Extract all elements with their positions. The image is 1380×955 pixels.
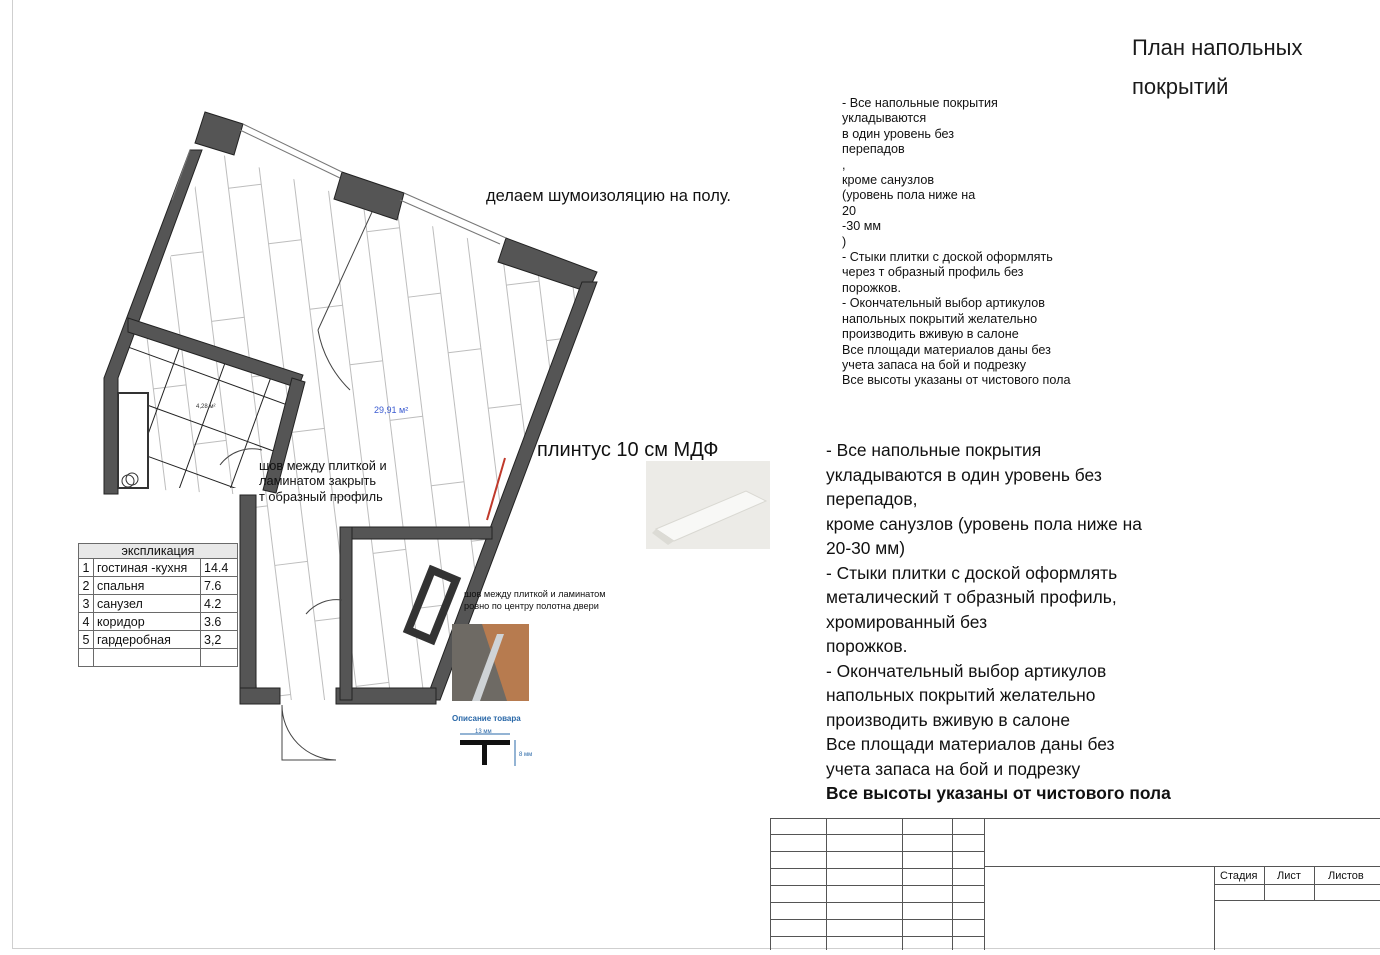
notes-small-line: через т образный профиль без xyxy=(842,265,1024,280)
notes-small-line: укладываются xyxy=(842,111,927,126)
table-row: 4 коридор 3.6 xyxy=(79,613,238,631)
notes-large-line: - Стыки плитки с доской оформлять xyxy=(826,562,1118,583)
notes-small-line: -30 мм xyxy=(842,219,882,234)
notes-small-line: , xyxy=(842,157,846,172)
plinth-label: плинтус 10 см МДФ xyxy=(537,439,719,461)
notes-large-line: укладываются в один уровень без xyxy=(826,464,1102,485)
notes-small-line: в один уровень без xyxy=(842,126,955,141)
notes-small-line: производить вживую в салоне xyxy=(842,327,1019,342)
notes-small-line: (уровень пола ниже на xyxy=(842,188,976,203)
soundproof-note: делаем шумоизоляцию на полу. xyxy=(486,187,732,205)
table-row: 3 санузел 4.2 xyxy=(79,595,238,613)
plinth-photo xyxy=(646,461,770,549)
notes-large-line: учета запаса на бой и подрезку xyxy=(826,758,1081,779)
page-title: План напольных покрытий xyxy=(1132,35,1303,99)
notes-large-bold: Все высоты указаны от чистового пола xyxy=(826,783,1171,803)
notes-large-line: кроме санузлов (уровень пола ниже на xyxy=(826,513,1142,534)
seam-note-door: шов между плиткой и ламинатом ровно по центру полотна двери xyxy=(464,589,606,611)
notes-large-line: перепадов, xyxy=(826,489,918,509)
notes-small-line: - Окончательный выбор артикулов xyxy=(842,296,1045,311)
explication-table xyxy=(78,543,238,667)
profile-caption: Описание товара xyxy=(452,714,521,723)
notes-small-line: 20 xyxy=(842,203,857,218)
notes-large-line: напольных покрытий желательно xyxy=(826,685,1096,705)
notes-small-line: - Стыки плитки с доской оформлять xyxy=(842,250,1053,265)
bath-area-label: 4,28 м² xyxy=(196,404,216,410)
stamp-sheets: Листов xyxy=(1328,870,1364,882)
notes-small-line: кроме санузлов xyxy=(842,173,935,188)
notes-large-line: хромированный без xyxy=(826,611,988,632)
t-profile-width: 13 мм xyxy=(475,729,492,735)
table-row xyxy=(79,649,238,667)
t-profile-height: 8 мм xyxy=(519,752,533,758)
main-area-label: 29,91 м² xyxy=(374,405,409,415)
notes-small-line: Все площади материалов даны без xyxy=(842,342,1051,357)
table-row: 1 гостиная -кухня 14.4 xyxy=(79,559,238,577)
notes-large-line: Все площади материалов даны без xyxy=(826,734,1115,754)
notes-large-line: металический т образный профиль, xyxy=(826,587,1117,607)
stamp-stage: Стадия xyxy=(1220,870,1258,882)
notes-large-line: производить вживую в салоне xyxy=(826,709,1071,730)
notes-large-line: порожков. xyxy=(826,636,908,656)
notes-large-line: 20-30 мм) xyxy=(826,538,906,558)
explication-header: экспликация xyxy=(79,544,238,559)
bathtub xyxy=(118,393,148,488)
notes-small-line: напольных покрытий желательно xyxy=(842,311,1038,326)
title-block xyxy=(770,818,1380,950)
notes-large xyxy=(826,438,1171,806)
stamp-sheet: Лист xyxy=(1277,870,1301,882)
notes-small-line: Все высоты указаны от чистового пола xyxy=(842,373,1071,388)
notes-small-line: учета запаса на бой и подрезку xyxy=(842,357,1027,372)
notes-small-line: - Все напольные покрытия xyxy=(842,96,998,110)
seam-note: шов между плиткой и ламинатом закрыть т образный профиль xyxy=(259,458,387,504)
notes-small-line: ) xyxy=(842,234,847,249)
notes-large-line: - Окончательный выбор артикулов xyxy=(826,660,1107,681)
table-row: 5 гардеробная 3,2 xyxy=(79,631,238,649)
notes-small-line: перепадов xyxy=(842,142,905,157)
table-row: 2 спальня 7.6 xyxy=(79,577,238,595)
notes-large-line: - Все напольные покрытия xyxy=(826,440,1042,460)
t-profile-diagram xyxy=(455,726,540,771)
notes-small xyxy=(842,96,1070,389)
profile-photo xyxy=(452,624,529,701)
notes-small-line: порожков. xyxy=(842,280,901,295)
